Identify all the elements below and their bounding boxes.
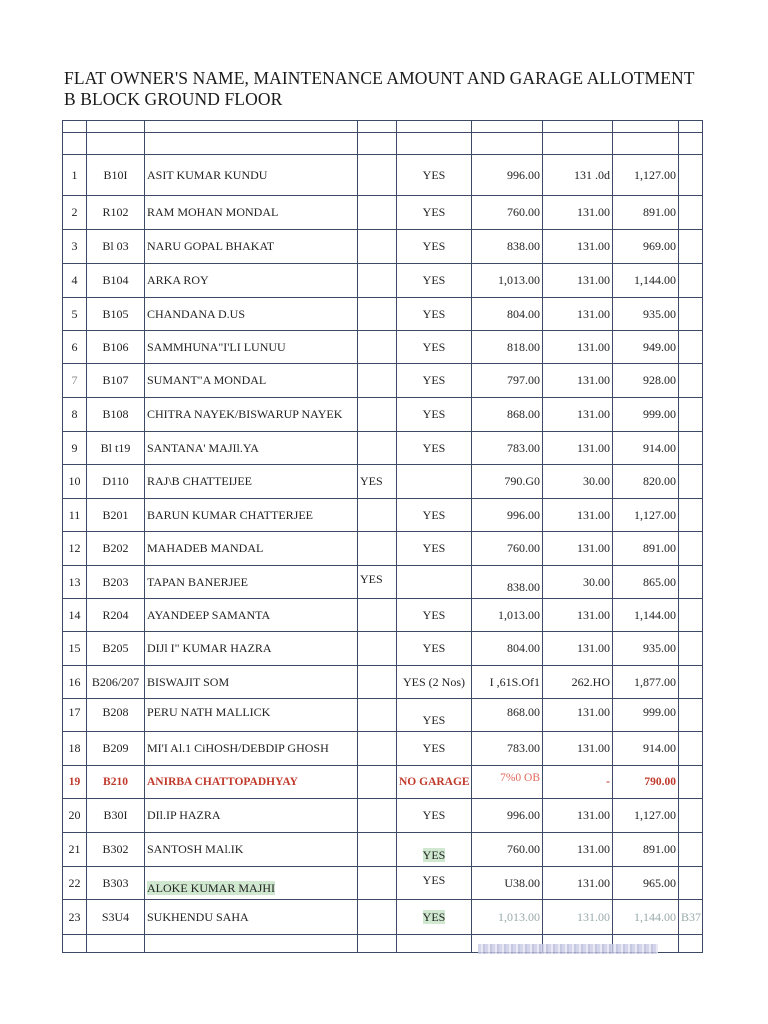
serial-number-cell: 8 <box>63 398 87 432</box>
garage-open-cell <box>358 398 397 432</box>
garage-allotment-cell: YES <box>397 532 472 566</box>
owner-name-cell: CHITRA NAYEK/BISWARUP NAYEK <box>145 398 358 432</box>
overflow-cell <box>679 632 703 666</box>
maintenance-amount-cell: 838.00 <box>472 566 543 599</box>
owner-name-cell: ANIRBA CHATTOPADHYAY <box>145 766 358 799</box>
owner-name-cell: AYANDEEP SAMANTA <box>145 599 358 632</box>
garage-allotment-cell <box>397 465 472 499</box>
garage-open-cell <box>358 833 397 867</box>
garage-charge-cell: 30.00 <box>543 465 613 499</box>
owner-name-cell: SANTOSH MAl.IK <box>145 833 358 867</box>
table-row <box>63 331 703 364</box>
garage-charge-cell: 131.00 <box>543 867 613 900</box>
overflow-cell <box>679 465 703 499</box>
table-row <box>63 196 703 230</box>
garage-charge-cell: 30.00 <box>543 566 613 599</box>
maintenance-amount-cell: 996.00 <box>472 799 543 833</box>
empty-cell <box>63 935 87 953</box>
owner-name-cell: RAJ\B CHATTEIJEE <box>145 465 358 499</box>
owner-name-cell: CHANDANA D.US <box>145 298 358 331</box>
total-amount-cell: 999.00 <box>613 699 679 732</box>
serial-number-cell: 1 <box>63 155 87 196</box>
table-row <box>63 766 703 799</box>
total-amount-cell: 969.00 <box>613 230 679 264</box>
table-row <box>63 699 703 732</box>
garage-charge-cell: 131.00 <box>543 264 613 298</box>
serial-number-cell: 2 <box>63 196 87 230</box>
table-row <box>63 799 703 833</box>
garage-open-cell <box>358 699 397 732</box>
garage-open-cell <box>358 666 397 699</box>
maintenance-amount-cell: 1,013.00 <box>472 599 543 632</box>
owner-name-cell: BISWAJIT SOM <box>145 666 358 699</box>
overflow-cell <box>679 331 703 364</box>
serial-number-cell: 3 <box>63 230 87 264</box>
flat-number-cell: B208 <box>87 699 145 732</box>
empty-cell <box>145 935 358 953</box>
garage-charge-cell: 131.00 <box>543 833 613 867</box>
garage-allotment-cell: YES <box>397 867 472 900</box>
flat-number-cell: B206/207 <box>87 666 145 699</box>
flat-number-cell: B105 <box>87 298 145 331</box>
garage-allotment-cell: YES <box>397 196 472 230</box>
serial-number-cell: 16 <box>63 666 87 699</box>
serial-number-cell: 15 <box>63 632 87 666</box>
owner-name-cell: ALOKE KUMAR MAJHI <box>145 867 358 900</box>
table-row <box>63 599 703 632</box>
flat-number-cell: B302 <box>87 833 145 867</box>
maintenance-amount-cell: U38.00 <box>472 867 543 900</box>
garage-open-cell <box>358 632 397 666</box>
serial-number-cell: 19 <box>63 766 87 799</box>
table-row <box>63 532 703 566</box>
table-row <box>63 833 703 867</box>
garage-open-cell <box>358 331 397 364</box>
owner-name-cell: DIl.IP HAZRA <box>145 799 358 833</box>
title-line-2: B BLOCK GROUND FLOOR <box>64 89 283 109</box>
garage-charge-cell: 131.00 <box>543 432 613 465</box>
sheet-title <box>64 68 704 110</box>
maintenance-amount-cell: 783.00 <box>472 732 543 766</box>
serial-number-cell: 4 <box>63 264 87 298</box>
garage-charge-cell: - <box>543 766 613 799</box>
garage-allotment-cell: YES <box>397 264 472 298</box>
overflow-cell <box>679 766 703 799</box>
garage-charge-cell: 131.00 <box>543 699 613 732</box>
flat-number-cell: B30I <box>87 799 145 833</box>
table-row <box>63 566 703 599</box>
serial-number-cell: 23 <box>63 900 87 935</box>
owner-name-cell: DIJl I" KUMAR HAZRA <box>145 632 358 666</box>
table-row <box>63 632 703 666</box>
serial-number-cell: 21 <box>63 833 87 867</box>
table-row <box>63 155 703 196</box>
flat-number-cell: B203 <box>87 566 145 599</box>
garage-open-cell <box>358 364 397 398</box>
garage-charge-cell: 131.00 <box>543 799 613 833</box>
flat-number-cell: B106 <box>87 331 145 364</box>
maintenance-amount-cell: 797.00 <box>472 364 543 398</box>
garage-allotment-cell: YES <box>397 732 472 766</box>
garage-allotment-cell: YES <box>397 298 472 331</box>
garage-charge-cell: 131.00 <box>543 398 613 432</box>
owner-name-cell: ARKA ROY <box>145 264 358 298</box>
maintenance-amount-cell: 868.00 <box>472 398 543 432</box>
overflow-cell <box>679 364 703 398</box>
overflow-cell <box>679 499 703 532</box>
garage-allotment-cell: YES <box>397 833 472 867</box>
table-row <box>63 264 703 298</box>
table-row <box>63 666 703 699</box>
garage-charge-cell: 131.00 <box>543 364 613 398</box>
garage-allotment-cell: YES <box>397 432 472 465</box>
total-amount-cell: 914.00 <box>613 732 679 766</box>
flat-number-cell: B210 <box>87 766 145 799</box>
maintenance-table-sheet <box>62 120 702 955</box>
total-amount-cell: 1,127.00 <box>613 799 679 833</box>
overflow-cell <box>679 799 703 833</box>
serial-number-cell: 14 <box>63 599 87 632</box>
overflow-cell <box>679 867 703 900</box>
maintenance-amount-cell: 996.00 <box>472 499 543 532</box>
serial-number-cell: 17 <box>63 699 87 732</box>
serial-number-cell: 10 <box>63 465 87 499</box>
total-amount-cell: 1,127.00 <box>613 499 679 532</box>
garage-open-cell: YES <box>358 465 397 499</box>
flat-number-cell: B104 <box>87 264 145 298</box>
table-row <box>63 499 703 532</box>
empty-cell <box>358 935 397 953</box>
total-amount-cell: 1,144.00 <box>613 264 679 298</box>
maintenance-amount-cell: 7%0 OB <box>472 766 543 799</box>
garage-open-cell <box>358 264 397 298</box>
total-amount-cell: 928.00 <box>613 364 679 398</box>
flat-number-cell: Bl t19 <box>87 432 145 465</box>
garage-open-cell <box>358 799 397 833</box>
total-amount-cell: 790.00 <box>613 766 679 799</box>
garage-allotment-cell: YES <box>397 230 472 264</box>
table-row <box>63 732 703 766</box>
garage-allotment-cell: YES <box>397 364 472 398</box>
maintenance-amount-cell: 760.00 <box>472 532 543 566</box>
garage-charge-cell: 131.00 <box>543 532 613 566</box>
owner-name-cell: ASIT KUMAR KUNDU <box>145 155 358 196</box>
total-amount-cell: 965.00 <box>613 867 679 900</box>
garage-charge-cell: 131.00 <box>543 196 613 230</box>
total-amount-cell: 891.00 <box>613 532 679 566</box>
overflow-cell <box>679 432 703 465</box>
serial-number-cell: 6 <box>63 331 87 364</box>
table-row <box>63 432 703 465</box>
garage-open-cell <box>358 599 397 632</box>
overflow-cell <box>679 196 703 230</box>
maintenance-amount-cell: 790.G0 <box>472 465 543 499</box>
empty-cell <box>679 935 703 953</box>
garage-charge-cell: 131.00 <box>543 298 613 331</box>
flat-number-cell: R204 <box>87 599 145 632</box>
garage-open-cell <box>358 432 397 465</box>
header-row-2 <box>63 133 703 155</box>
flat-number-cell: B10I <box>87 155 145 196</box>
maintenance-amount-cell: 804.00 <box>472 632 543 666</box>
owner-name-cell: SUMANT"A MONDAL <box>145 364 358 398</box>
empty-cell <box>397 935 472 953</box>
owner-name-cell: MAHADEB MANDAL <box>145 532 358 566</box>
total-amount-cell: 1,877.00 <box>613 666 679 699</box>
maintenance-amount-cell: 760.00 <box>472 833 543 867</box>
overflow-cell <box>679 666 703 699</box>
table-row <box>63 364 703 398</box>
overflow-cell <box>679 230 703 264</box>
serial-number-cell: 9 <box>63 432 87 465</box>
maintenance-table <box>62 120 703 953</box>
overflow-cell: B37 <box>679 900 703 935</box>
serial-number-cell: 11 <box>63 499 87 532</box>
garage-charge-cell: 262.HO <box>543 666 613 699</box>
maintenance-amount-cell: I ,61S.Of1 <box>472 666 543 699</box>
maintenance-amount-cell: 1,013.00 <box>472 264 543 298</box>
total-amount-cell: 865.00 <box>613 566 679 599</box>
owner-name-cell: PERU NATH MALLICK <box>145 699 358 732</box>
total-amount-cell: 914.00 <box>613 432 679 465</box>
owner-name-cell: SAMMHUNA"I'LI LUNUU <box>145 331 358 364</box>
scan-smear <box>478 944 658 954</box>
flat-number-cell: B205 <box>87 632 145 666</box>
garage-charge-cell: 131.00 <box>543 230 613 264</box>
garage-allotment-cell: YES (2 Nos) <box>397 666 472 699</box>
flat-number-cell: B107 <box>87 364 145 398</box>
owner-name-cell: SUKHENDU SAHA <box>145 900 358 935</box>
table-row <box>63 398 703 432</box>
total-amount-cell: 891.00 <box>613 196 679 230</box>
total-amount-cell: 1,144.00 <box>613 900 679 935</box>
empty-cell <box>87 935 145 953</box>
garage-allotment-cell: YES <box>397 398 472 432</box>
garage-open-cell <box>358 155 397 196</box>
maintenance-amount-cell: 838.00 <box>472 230 543 264</box>
overflow-cell <box>679 699 703 732</box>
total-amount-cell: 891.00 <box>613 833 679 867</box>
serial-number-cell: 5 <box>63 298 87 331</box>
garage-allotment-cell: YES <box>397 499 472 532</box>
maintenance-amount-cell: 1,013.00 <box>472 900 543 935</box>
header-row-1 <box>63 121 703 133</box>
owner-name-cell: MI'I Al.1 CiHOSH/DEBDIP GHOSH <box>145 732 358 766</box>
maintenance-amount-cell: 868.00 <box>472 699 543 732</box>
total-amount-cell: 935.00 <box>613 632 679 666</box>
flat-number-cell: R102 <box>87 196 145 230</box>
maintenance-amount-cell: 760.00 <box>472 196 543 230</box>
table-row <box>63 298 703 331</box>
garage-charge-cell: 131 .0d <box>543 155 613 196</box>
flat-number-cell: B201 <box>87 499 145 532</box>
overflow-cell <box>679 566 703 599</box>
garage-allotment-cell: YES <box>397 155 472 196</box>
overflow-cell <box>679 833 703 867</box>
overflow-cell <box>679 298 703 331</box>
flat-number-cell: B303 <box>87 867 145 900</box>
flat-number-cell: B108 <box>87 398 145 432</box>
owner-name-cell: TAPAN BANERJEE <box>145 566 358 599</box>
garage-charge-cell: 131.00 <box>543 499 613 532</box>
total-amount-cell: 1,127.00 <box>613 155 679 196</box>
table-row <box>63 465 703 499</box>
serial-number-cell: 20 <box>63 799 87 833</box>
serial-number-cell: 22 <box>63 867 87 900</box>
maintenance-amount-cell: 804.00 <box>472 298 543 331</box>
owner-name-cell: RAM MOHAN MONDAL <box>145 196 358 230</box>
garage-charge-cell: 131.00 <box>543 599 613 632</box>
garage-open-cell <box>358 900 397 935</box>
garage-charge-cell: 131.00 <box>543 632 613 666</box>
table-row <box>63 900 703 935</box>
maintenance-amount-cell: 996.00 <box>472 155 543 196</box>
garage-open-cell <box>358 298 397 331</box>
serial-number-cell: 7 <box>63 364 87 398</box>
flat-number-cell: Bl 03 <box>87 230 145 264</box>
overflow-cell <box>679 155 703 196</box>
total-amount-cell: 935.00 <box>613 298 679 331</box>
overflow-cell <box>679 599 703 632</box>
overflow-cell <box>679 264 703 298</box>
total-amount-cell: 999.00 <box>613 398 679 432</box>
garage-open-cell <box>358 196 397 230</box>
flat-number-cell: B209 <box>87 732 145 766</box>
garage-allotment-cell: YES <box>397 900 472 935</box>
garage-open-cell: YES <box>358 566 397 599</box>
overflow-cell <box>679 532 703 566</box>
owner-name-cell: BARUN KUMAR CHATTERJEE <box>145 499 358 532</box>
garage-open-cell <box>358 532 397 566</box>
title-line-1: FLAT OWNER'S NAME, MAINTENANCE AMOUNT AND GARAGE ALLOTMENT <box>64 68 695 88</box>
serial-number-cell: 18 <box>63 732 87 766</box>
flat-number-cell: D110 <box>87 465 145 499</box>
garage-allotment-cell: YES <box>397 699 472 732</box>
owner-name-cell: SANTANA' MAJIl.YA <box>145 432 358 465</box>
overflow-cell <box>679 732 703 766</box>
owner-name-cell: NARU GOPAL BHAKAT <box>145 230 358 264</box>
total-amount-cell: 820.00 <box>613 465 679 499</box>
garage-allotment-cell: YES <box>397 599 472 632</box>
garage-charge-cell: 131.00 <box>543 732 613 766</box>
garage-allotment-cell: YES <box>397 331 472 364</box>
maintenance-amount-cell: 783.00 <box>472 432 543 465</box>
garage-allotment-cell: YES <box>397 632 472 666</box>
garage-open-cell <box>358 766 397 799</box>
garage-allotment-cell: YES <box>397 799 472 833</box>
flat-number-cell: S3U4 <box>87 900 145 935</box>
table-row <box>63 867 703 900</box>
garage-allotment-cell <box>397 566 472 599</box>
overflow-cell <box>679 398 703 432</box>
garage-open-cell <box>358 732 397 766</box>
garage-allotment-cell: NO GARAGE <box>397 766 472 799</box>
garage-open-cell <box>358 867 397 900</box>
flat-number-cell: B202 <box>87 532 145 566</box>
serial-number-cell: 12 <box>63 532 87 566</box>
serial-number-cell: 13 <box>63 566 87 599</box>
garage-open-cell <box>358 499 397 532</box>
total-amount-cell: 949.00 <box>613 331 679 364</box>
garage-open-cell <box>358 230 397 264</box>
garage-charge-cell: 131.00 <box>543 900 613 935</box>
total-amount-cell: 1,144.00 <box>613 599 679 632</box>
maintenance-amount-cell: 818.00 <box>472 331 543 364</box>
table-row <box>63 230 703 264</box>
garage-charge-cell: 131.00 <box>543 331 613 364</box>
